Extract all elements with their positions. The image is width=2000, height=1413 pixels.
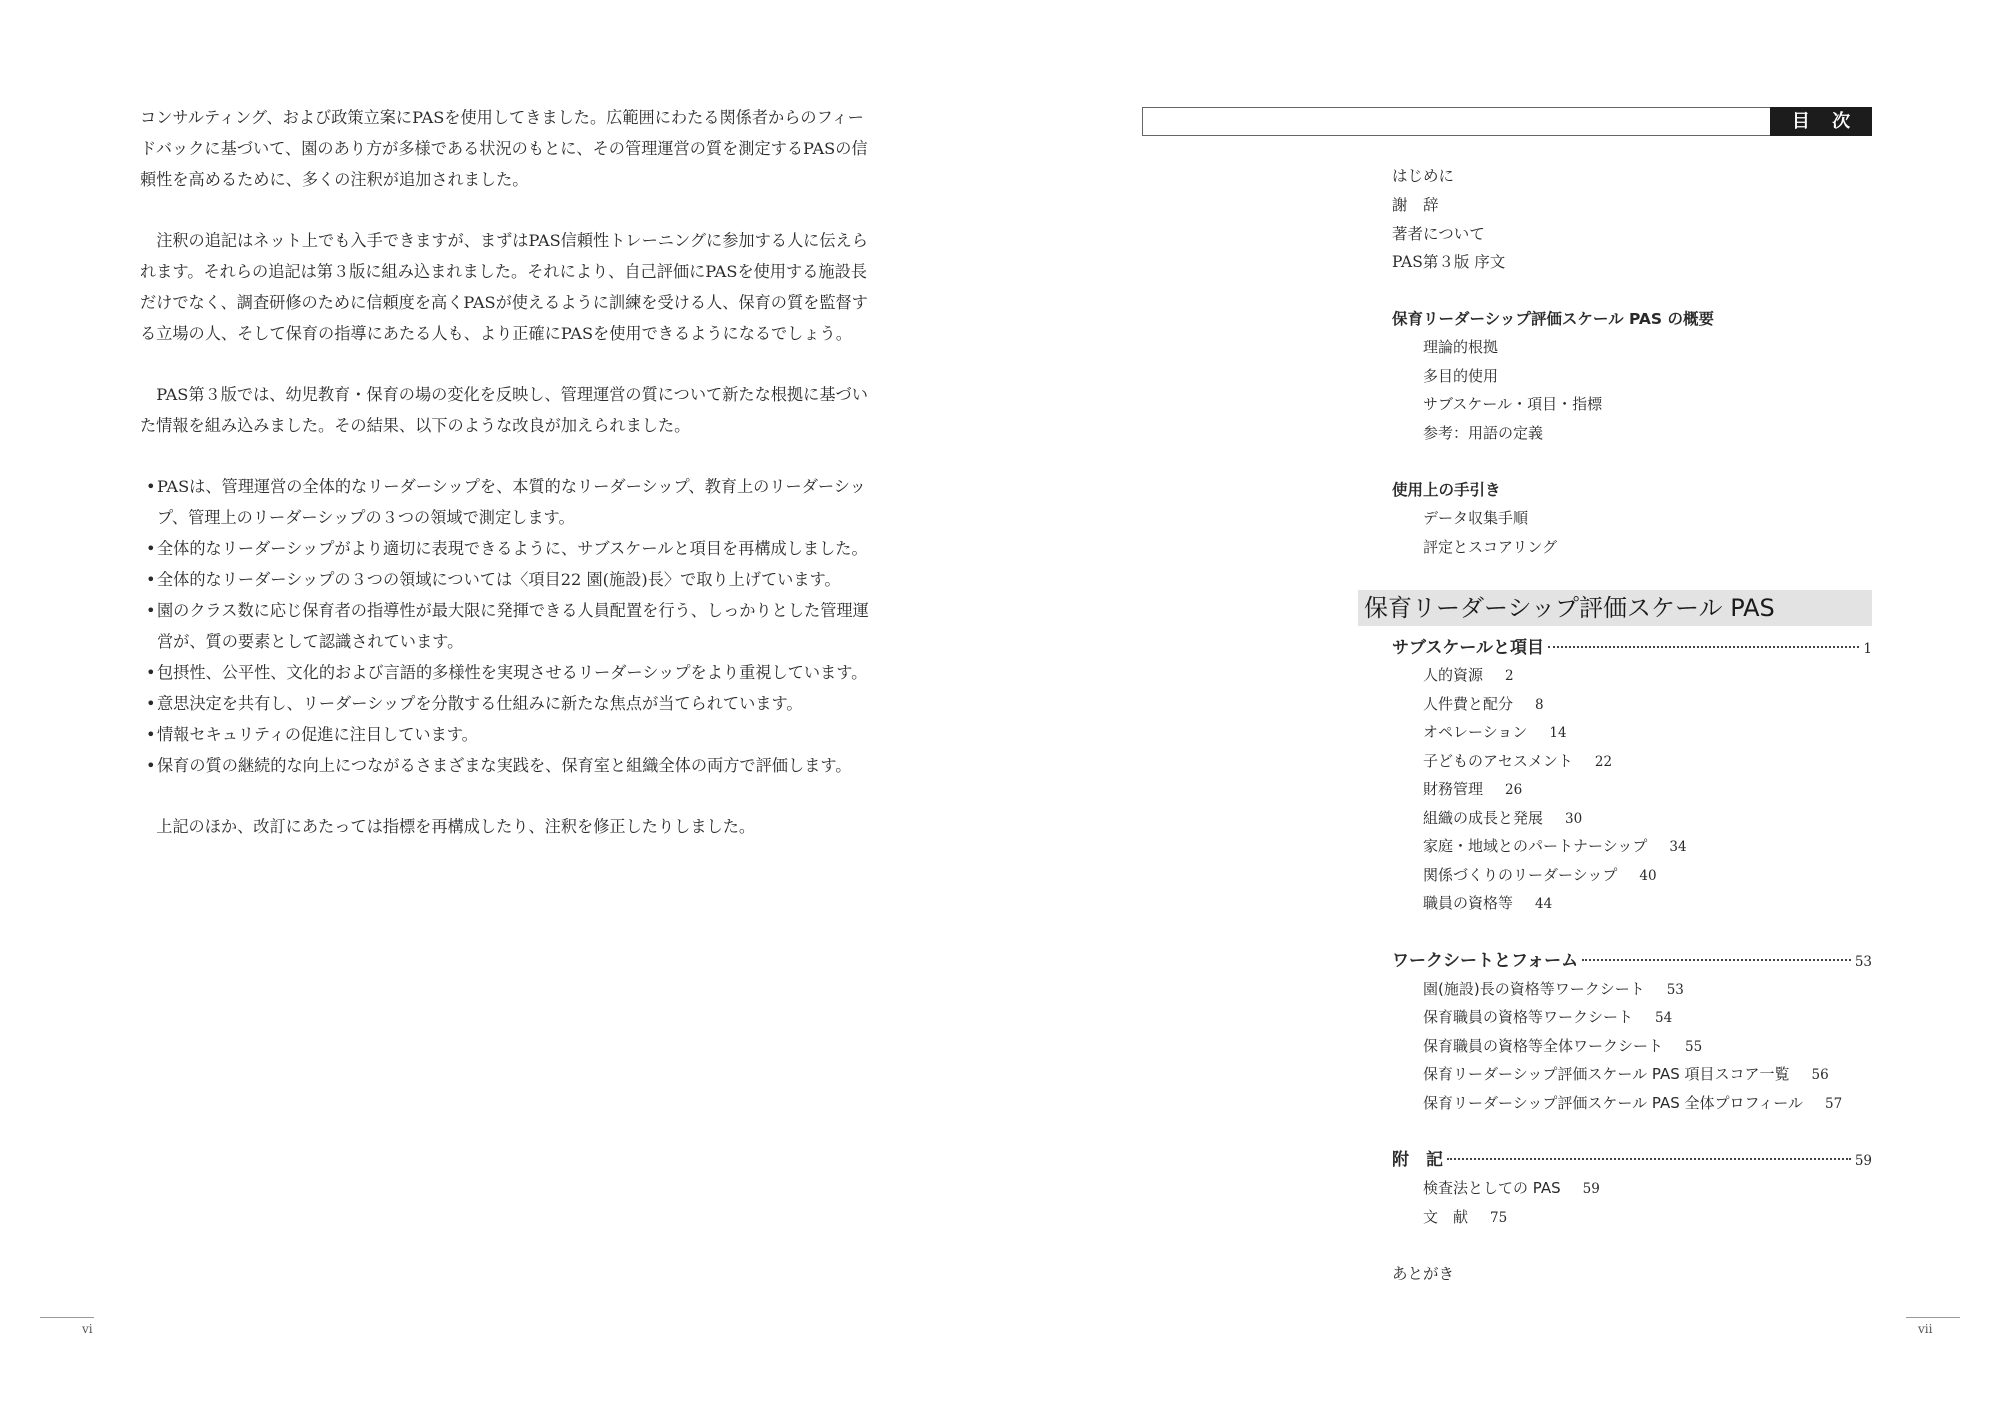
list-item: •全体的なリーダーシップの３つの領域については〈項目22 園(施設)長〉で取り上げています。 (140, 564, 880, 595)
toc-section-usage[interactable]: 使用上の手引き (1392, 481, 1501, 499)
toc-entry[interactable]: オペレーション 14 (1423, 723, 1567, 741)
toc-entry[interactable]: 財務管理 26 (1423, 780, 1523, 798)
toc-entry[interactable]: 家庭・地域とのパートナーシップ 34 (1423, 837, 1687, 855)
page-number-right: vii (1918, 1322, 1933, 1336)
toc-section-worksheets[interactable]: ワークシートとフォーム 53 (1392, 951, 1872, 971)
bullet-mark: • (146, 539, 156, 558)
list-item: •意思決定を共有し、リーダーシップを分散する仕組みに新たな焦点が当てられています。 (140, 688, 880, 719)
toc-entry[interactable]: 検査法としての PAS 59 (1423, 1179, 1600, 1197)
bullet-mark: • (146, 694, 156, 713)
scale-title: 保育リーダーシップ評価スケール PAS (1364, 594, 1775, 622)
dot-leader (1582, 959, 1851, 961)
toc-entry-authors[interactable]: 著者について (1392, 225, 1485, 243)
bullet-mark: • (146, 570, 156, 589)
left-body-text (140, 102, 880, 872)
toc-entry-acknowledgements[interactable]: 謝 辞 (1392, 196, 1439, 214)
toc-entry[interactable]: 人的資源 2 (1423, 666, 1514, 684)
list-item: •PASは、管理運営の全体的なリーダーシップを、本質的なリーダーシップ、教育上のリーダーシップ、管理上のリーダーシップの３つの領域で測定します。 (140, 471, 880, 533)
toc-section-appendix[interactable]: 附 記 59 (1392, 1150, 1872, 1170)
toc-section-subscales[interactable]: サブスケールと項目 1 (1392, 638, 1872, 658)
toc-entry[interactable]: 園(施設)長の資格等ワークシート 53 (1423, 980, 1684, 998)
page-number-left: vi (82, 1322, 93, 1336)
folio-rule (40, 1317, 94, 1318)
list-item: •包摂性、公平性、文化的および言語的多様性を実現させるリーダーシップをより重視しています。 (140, 657, 880, 688)
toc-entry[interactable]: データ収集手順 (1423, 509, 1529, 527)
paragraph-4: 上記のほか、改訂にあたっては指標を再構成したり、注釈を修正したりしました。 (156, 817, 756, 836)
table-of-contents (1000, 0, 2000, 1413)
dot-leader (1548, 646, 1859, 648)
toc-entry[interactable]: 多目的使用 (1423, 367, 1499, 385)
list-item: •情報セキュリティの促進に注目しています。 (140, 719, 880, 750)
toc-entry-third-edition-foreword[interactable]: PAS第３版 序文 (1392, 253, 1506, 271)
bullet-mark: • (146, 663, 156, 682)
toc-entry[interactable]: 理論的根拠 (1423, 338, 1499, 356)
toc-entry[interactable]: 保育職員の資格等全体ワークシート 55 (1423, 1037, 1703, 1055)
bullet-mark: • (146, 725, 156, 744)
scale-title-band (1358, 590, 1872, 626)
paragraph-1: コンサルティング、および政策立案にPASを使用してきました。広範囲にわたる関係者からのフィードバックに基づいて、園のあり方が多様である状況のもとに、その管理運営の質を測定するPASの信頼性を高めるために、多くの注釈が追加されました。 (140, 108, 868, 189)
toc-entry[interactable]: 文 献 75 (1423, 1208, 1508, 1226)
toc-entry[interactable]: 関係づくりのリーダーシップ 40 (1423, 866, 1657, 884)
bullet-mark: • (146, 601, 156, 620)
toc-entry[interactable]: 参考：用語の定義 (1423, 424, 1544, 442)
toc-entry[interactable]: 評定とスコアリング (1423, 538, 1558, 556)
toc-title: 目 次 (1770, 107, 1872, 136)
toc-entry[interactable]: 保育リーダーシップ評価スケール PAS 全体プロフィール 57 (1423, 1094, 1843, 1112)
paragraph-3: PAS第３版では、幼児教育・保育の場の変化を反映し、管理運営の質について新たな根拠に基づいた情報を組み込みました。その結果、以下のような改良が加えられました。 (140, 385, 868, 435)
toc-entry[interactable]: 保育リーダーシップ評価スケール PAS 項目スコア一覧 56 (1423, 1065, 1829, 1083)
toc-entry[interactable]: サブスケール・項目・指標 (1423, 395, 1603, 413)
toc-entry[interactable]: 職員の資格等 44 (1423, 894, 1553, 912)
toc-entry-preface[interactable]: はじめに (1392, 167, 1455, 185)
bullet-mark: • (146, 477, 156, 496)
toc-entry-afterword[interactable]: あとがき (1392, 1265, 1455, 1283)
list-item: •全体的なリーダーシップがより適切に表現できるように、サブスケールと項目を再構成しました。 (140, 533, 880, 564)
dot-leader (1447, 1158, 1851, 1160)
paragraph-2: 注釈の追記はネット上でも入手できますが、まずはPAS信頼性トレーニングに参加する人に伝えられます。それらの追記は第３版に組み込まれました。それにより、自己評価にPASを使用する施設長だけでなく、調査研修のために信頼度を高くPASが使えるように訓練を受ける人、保育の質を監督する立場の人、そして保育の指導にあたる人も、より正確にPASを使用できるようになるでしょう。 (140, 231, 868, 343)
toc-section-overview[interactable]: 保育リーダーシップ評価スケール PAS の概要 (1392, 310, 1714, 328)
right-page (1000, 0, 2000, 1413)
toc-entry[interactable]: 子どものアセスメント 22 (1423, 752, 1613, 770)
folio-rule (1906, 1317, 1960, 1318)
bullet-mark: • (146, 756, 156, 775)
list-item: •保育の質の継続的な向上につながるさまざまな実践を、保育室と組織全体の両方で評価します。 (140, 750, 880, 781)
improvements-list (140, 471, 880, 781)
toc-entry[interactable]: 人件費と配分 8 (1423, 695, 1544, 713)
toc-entry[interactable]: 組織の成長と発展 30 (1423, 809, 1583, 827)
toc-entry[interactable]: 保育職員の資格等ワークシート 54 (1423, 1008, 1673, 1026)
list-item: •園のクラス数に応じ保育者の指導性が最大限に発揮できる人員配置を行う、しっかりとした管理運営が、質の要素として認識されています。 (140, 595, 880, 657)
